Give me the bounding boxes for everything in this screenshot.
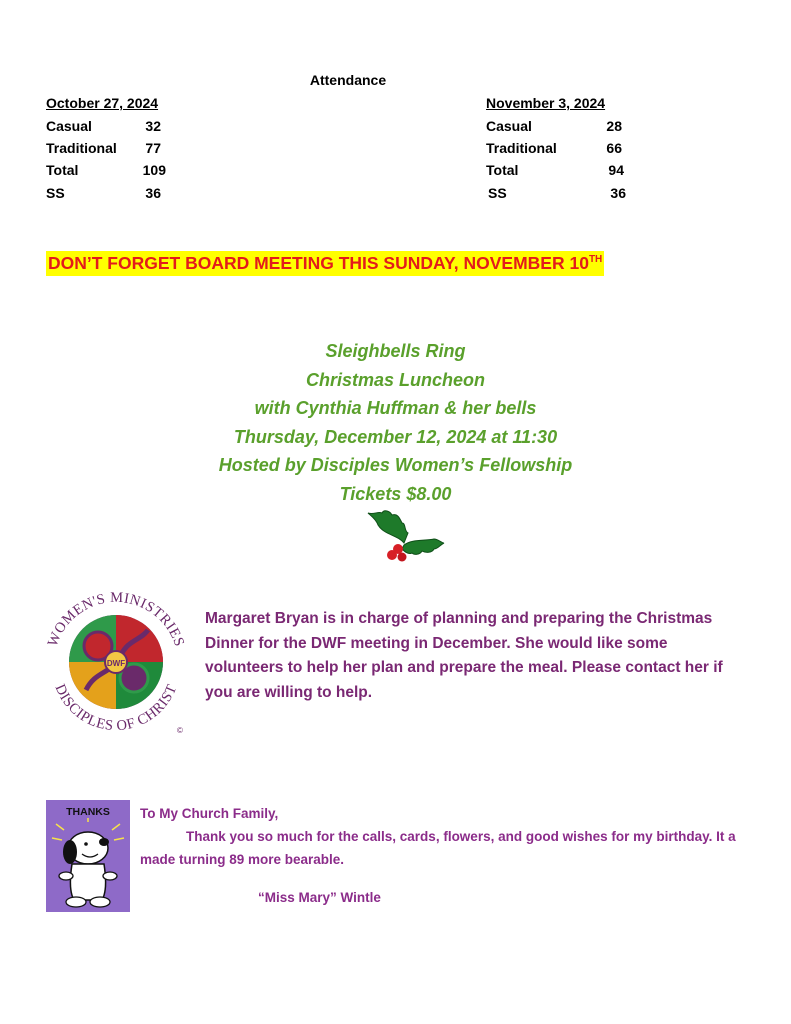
row-label: SS xyxy=(488,185,507,201)
attendance-left-date: October 27, 2024 xyxy=(46,95,159,111)
row-value: 28 xyxy=(606,118,622,134)
luncheon-line: Sleighbells Ring xyxy=(325,341,466,361)
thanks-greeting: To My Church Family, xyxy=(140,806,279,821)
attendance-row xyxy=(46,185,216,207)
banner-sup: TH xyxy=(588,254,603,266)
attendance-right-date: November 3, 2024 xyxy=(486,95,606,111)
attendance-row xyxy=(486,140,656,162)
snoopy-thanks-card-icon xyxy=(46,800,130,912)
luncheon-line: Tickets $8.00 xyxy=(339,483,452,504)
row-label: Total xyxy=(486,162,519,178)
womens-ministries-logo xyxy=(36,580,196,740)
board-meeting-banner xyxy=(46,251,604,276)
luncheon-line: Thursday, December 12, 2024 at 11:30 xyxy=(233,426,558,447)
banner-text: DON’T FORGET BOARD MEETING THIS SUNDAY, NOVEMBER 10 xyxy=(48,253,589,273)
row-value: 77 xyxy=(145,140,161,156)
row-label: Traditional xyxy=(486,140,557,156)
thanks-body: Thank you so much for the calls, cards, flowers, and good wishes for my birthday. It a made turning 89 more bearable. xyxy=(140,829,736,867)
row-value: 109 xyxy=(142,162,166,178)
attendance-right xyxy=(486,95,656,215)
row-label: SS xyxy=(46,185,65,201)
logo-center-text: DWF xyxy=(106,659,126,668)
attendance-title: Attendance xyxy=(309,72,387,88)
row-label: Total xyxy=(46,162,79,178)
attendance-row xyxy=(46,140,216,162)
row-value: 36 xyxy=(610,185,626,201)
luncheon-announcement xyxy=(0,337,791,509)
row-label: Traditional xyxy=(46,140,117,156)
luncheon-line: with Cynthia Huffman & her bells xyxy=(254,398,537,419)
logo-copyright: © xyxy=(177,726,183,735)
row-value: 32 xyxy=(145,118,161,134)
card-title: THANKS xyxy=(66,806,110,818)
thanks-message xyxy=(140,802,740,871)
attendance-left xyxy=(46,95,216,215)
luncheon-line: Hosted by Disciples Women’s Fellowship xyxy=(218,455,573,476)
attendance-row xyxy=(486,118,656,140)
row-label: Casual xyxy=(486,118,532,134)
luncheon-line: Christmas Luncheon xyxy=(305,369,486,390)
dwf-dinner-text: Margaret Bryan is in charge of planning and preparing the Christmas Dinner for the DWF meeting in December. She would like some volunteers to help her plan and prepare the meal. Please contact her if you are willing to help. xyxy=(205,610,723,701)
thanks-signature: “Miss Mary” Wintle xyxy=(258,890,381,905)
attendance-row xyxy=(46,118,216,140)
attendance-row xyxy=(486,162,656,184)
row-label: Casual xyxy=(46,118,92,134)
logo-top-text: WOMEN'S MINISTRIES xyxy=(44,589,188,649)
row-value: 36 xyxy=(145,185,161,201)
attendance-row xyxy=(46,162,216,184)
row-value: 66 xyxy=(606,140,622,156)
attendance-row xyxy=(486,185,656,207)
row-value: 94 xyxy=(608,162,624,178)
holly-icon xyxy=(364,505,446,567)
logo-bottom-text: DISCIPLES OF CHRIST xyxy=(51,681,181,735)
